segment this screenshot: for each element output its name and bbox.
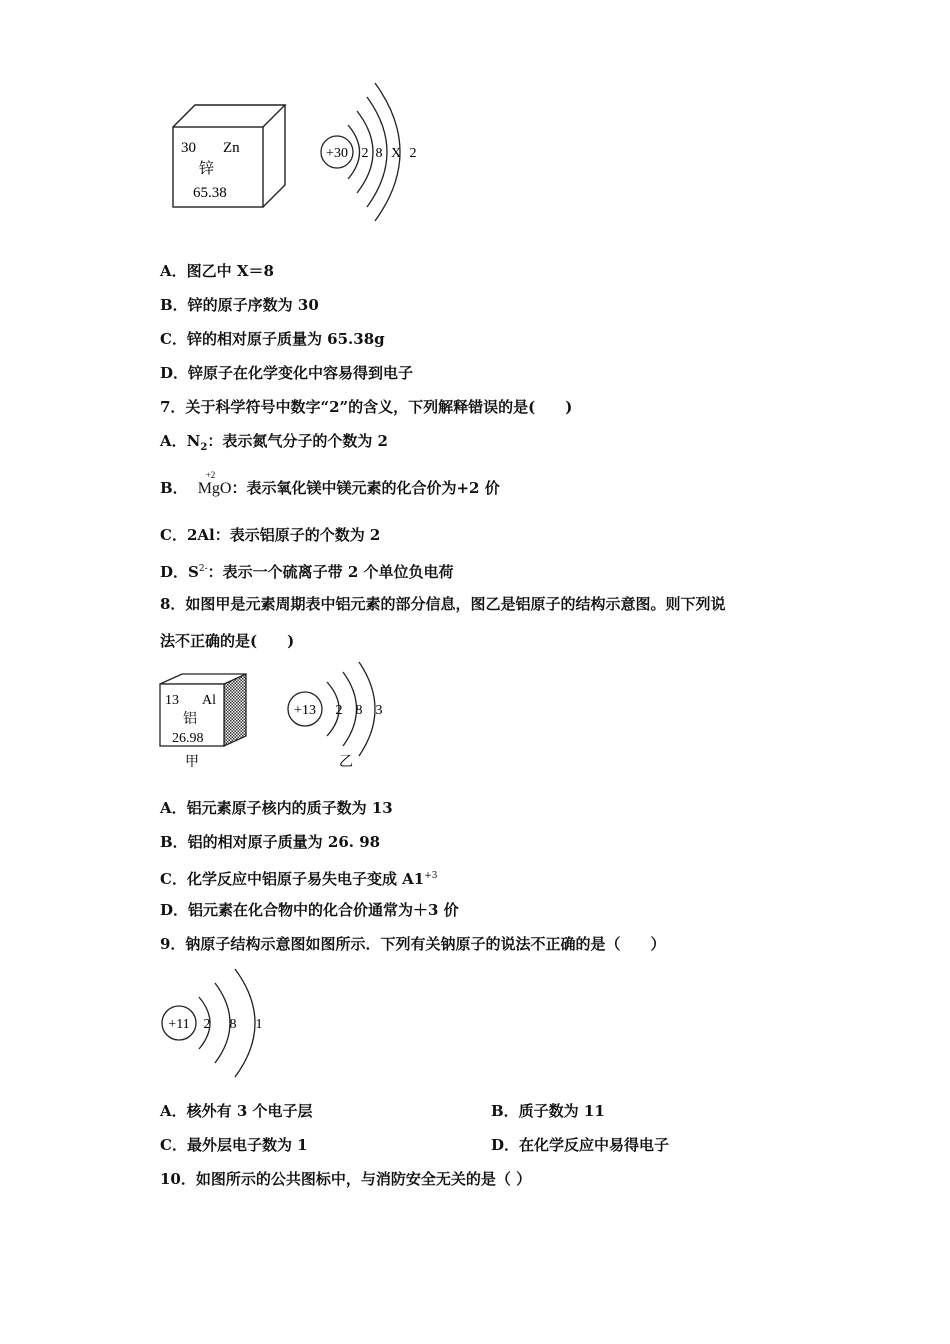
q8-option-c: [160, 866, 438, 889]
aluminium-shell-2: 8: [355, 703, 363, 718]
sodium-shell-3: 1: [255, 1017, 263, 1032]
q7-option-b: [160, 470, 500, 499]
q7-a-subscript: 2: [200, 442, 208, 453]
q7-d-formula-base: S: [188, 563, 199, 581]
q9-option-b: B．质子数为 11: [491, 1102, 605, 1120]
aluminium-mass: 26.98: [172, 731, 204, 746]
q7-stem: 7．关于科学符号中数字“2”的含义，下列解释错误的是( ): [160, 398, 573, 416]
sodium-shell-1: 2: [203, 1017, 211, 1032]
zinc-nucleus-charge: +30: [326, 146, 348, 161]
q6-option-b: B．锌的原子序数为 30: [160, 296, 319, 314]
q9-option-d: D．在化学反应中易得电子: [491, 1136, 670, 1154]
q7-b-formula-base: MgO: [197, 480, 232, 497]
q7-b-formula: [197, 470, 232, 499]
q7-a-formula-base: N: [186, 432, 201, 450]
q9-option-c: C．最外层电子数为 1: [160, 1136, 308, 1154]
aluminium-figure: [155, 660, 395, 772]
q9-option-a: A．核外有 3 个电子层: [160, 1102, 313, 1120]
zinc-symbol: Zn: [223, 140, 240, 156]
q6-option-a: A．图乙中 X＝8: [160, 262, 274, 280]
zinc-atomic-number: 30: [181, 140, 196, 156]
q7-a-label: A．: [160, 432, 187, 450]
caption-jia: 甲: [185, 755, 199, 770]
q7-b-label: B．: [160, 479, 188, 497]
q9-stem: 9．钠原子结构示意图如图所示．下列有关钠原子的说法不正确的是（ ）: [160, 935, 666, 953]
q8-option-d: D．铝元素在化合物中的化合价通常为＋3 价: [160, 901, 459, 919]
q7-option-a: [160, 431, 388, 458]
sodium-atom-diagram: [162, 969, 263, 1077]
q6-option-d: D．锌原子在化学变化中容易得到电子: [160, 364, 414, 382]
aluminium-nucleus-charge: +13: [294, 703, 316, 718]
q7-d-superscript: 2-: [198, 564, 208, 574]
sodium-nucleus-charge: +11: [168, 1017, 190, 1032]
zinc-mass: 65.38: [193, 185, 227, 201]
aluminium-shell-3: 3: [375, 703, 383, 718]
q8-option-a: A．铝元素原子核内的质子数为 13: [160, 799, 393, 817]
aluminium-atom-diagram: [288, 662, 383, 770]
q8-c-text: C．化学反应中铝原子易失电子变成 A1: [160, 870, 425, 888]
zinc-atom-diagram: [321, 83, 417, 221]
aluminium-symbol: Al: [202, 693, 216, 708]
q8-stem-line2: 法不正确的是( ): [160, 632, 295, 650]
q7-b-valence: +2: [205, 470, 216, 480]
zinc-shell-2: 8: [375, 146, 383, 161]
sodium-figure: [155, 965, 275, 1083]
zinc-name: 锌: [199, 161, 215, 177]
q7-b-text: ：表示氧化镁中镁元素的化合价为+2 价: [231, 479, 500, 497]
zinc-shell-4: 2: [409, 146, 417, 161]
q7-option-c: C．2Al：表示铝原子的个数为 2: [160, 526, 381, 544]
q8-c-superscript: +3: [424, 871, 438, 881]
q6-option-c: C．锌的相对原子质量为 65.38g: [160, 330, 385, 348]
zinc-shell-1: 2: [361, 146, 369, 161]
q8-stem-line1: 8．如图甲是元素周期表中铝元素的部分信息，图乙是铝原子的结构示意图。则下列说: [160, 595, 726, 613]
zinc-periodic-cell: [173, 105, 285, 207]
q7-option-d: [160, 559, 454, 582]
zinc-shell-3: X: [390, 146, 402, 161]
caption-yi: 乙: [339, 755, 353, 770]
q7-a-text: ：表示氮气分子的个数为 2: [207, 432, 388, 450]
aluminium-atomic-number: 13: [165, 693, 179, 708]
q7-d-label: D．: [160, 563, 189, 581]
q7-a-formula: [186, 432, 208, 453]
q10-stem: 10．如图所示的公共图标中，与消防安全无关的是（ ）: [160, 1170, 532, 1188]
aluminium-name: 铝: [183, 712, 197, 727]
zinc-figure: [165, 75, 435, 225]
q8-option-b: B．铝的相对原子质量为 26. 98: [160, 833, 381, 851]
sodium-shell-2: 8: [229, 1017, 237, 1032]
aluminium-shell-1: 2: [335, 703, 343, 718]
q7-d-text: ：表示一个硫离子带 2 个单位负电荷: [207, 563, 454, 581]
